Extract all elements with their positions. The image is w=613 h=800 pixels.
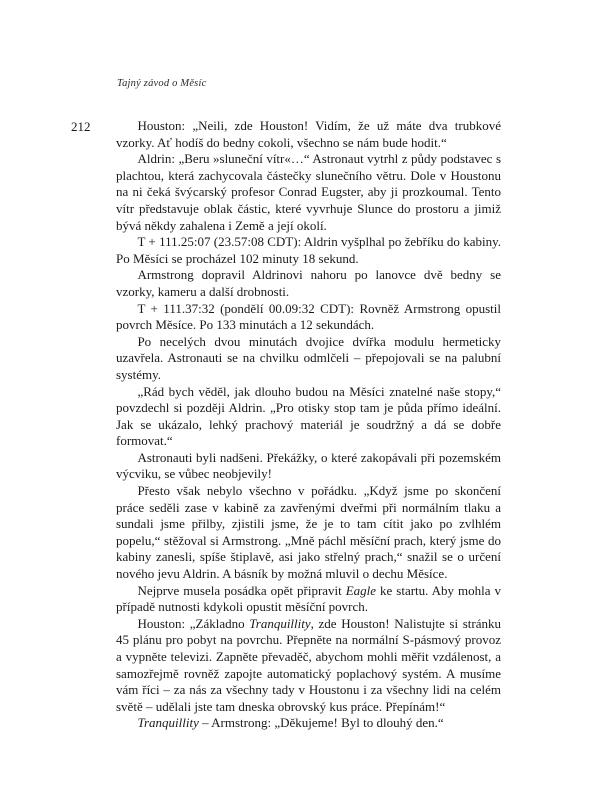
paragraph — [116, 583, 501, 616]
paragraph — [116, 334, 501, 384]
paragraph — [116, 483, 501, 583]
text-run: – Armstrong: „Děkujeme! Byl to dlouhý den.“ — [198, 715, 444, 731]
text-run: Po necelých dvou minutách dvojice dvířka modulu hermeticky uzavřela. Astronauti se na chvilku odmlčeli – přepojovali se na palubní systémy. — [116, 333, 501, 382]
text-run: T + 111.37:32 (pondělí 00.09:32 CDT): Rovněž Armstrong opustil povrch Měsíce. Po 133 minutách a 12 sekundách. — [116, 300, 501, 333]
text-run: Aldrin: „Beru »sluneční vítr«…“ Astronaut vytrhl z půdy podstavec s plachtou, která zachycovala částečky slunečního větru. Dole v Houstonu na ni čeká švýcarský profesor Conrad Eugster, aby ji prozkoumal. Tento vítr představuje oblak částic, které vyvrhuje Slunce do prostoru a jimiž bývá někdy zahalena i Země a její okolí. — [116, 151, 501, 233]
paragraph — [116, 151, 501, 234]
text-run: Nejprve musela posádka opět připravit — [137, 582, 346, 598]
text-run: T + 111.25:07 (23.57:08 CDT): Aldrin vyšplhal po žebříku do kabiny. Po Měsíci se procházel 102 minuty 18 sekund. — [116, 234, 501, 266]
italic-term: Tranquillity — [137, 715, 199, 731]
text-run: , zde Houston! Nalistujte si stránku 45 plánu pro pobyt na povrchu. Přepněte na normální S-pásmový provoz a vypněte televizi. Zapněte převaděč, abychom mohli měřit vzdálenost, a samozřejmě rovněž zapojte automatický poplachový systém. A musíme vám říci – za nás za všechny tady v Houstonu i za všechny lidi na celém světě – udělali jste tam dneska obrovský kus práce. Přepínám!“ — [116, 615, 501, 714]
text-run: Armstrong dopravil Aldrinovi nahoru po lanovce dvě bedny se vzorky, kameru a další drobnosti. — [116, 267, 501, 299]
page-number: 212 — [71, 119, 91, 134]
text-block — [116, 118, 501, 732]
text-run: Přesto však nebylo všechno v pořádku. „Když jsme po skončení práce seděli zase v kabině za zavřenými dveřmi při normálním tlaku a sundali jsme přilby, zjistili jsme, že je to tam cítit jako po zvlhlém popelu,“ stěžoval si Armstrong. „Mně páchl měsíční prach, který jsme do kabiny zanesli, spíše štiplavě, asi jako střelný prach,“ snažil se o určení nového jevu Aldrin. A básník by možná mluvil o dechu Měsíce. — [116, 483, 501, 582]
paragraph — [116, 384, 501, 450]
paragraph — [116, 715, 501, 732]
paragraph — [116, 450, 501, 483]
text-run: Houston: „Neili, zde Houston! Vidím, že už máte dva trubkové vzorky. Ať hodíš do bedny cokoli, všechno se nám bude hodit.“ — [116, 118, 501, 150]
italic-term: Eagle — [345, 582, 377, 598]
text-run: „Rád bych věděl, jak dlouho budou na Měsíci znatelné naše stopy,“ povzdechl si později Aldrin. „Pro otisky stop tam je půda přímo ideální. Jak se ukázalo, lehký prachový materiál je soudržný a dá se dobře formovat.“ — [116, 383, 501, 449]
paragraph — [116, 616, 501, 716]
italic-term: Tranquillity — [249, 615, 311, 631]
text-run: ke startu. Aby mohla v případě nutnosti kdykoli opustit měsíční povrch. — [116, 582, 501, 615]
paragraph — [116, 267, 501, 300]
text-run: Houston: „Základno — [137, 615, 250, 631]
paragraph — [116, 301, 501, 334]
paragraph — [116, 234, 501, 267]
text-run: Astronauti byli nadšeni. Překážky, o které zakopávali při pozemském výcviku, se vůbec neobjevily! — [116, 449, 501, 482]
paragraph — [116, 118, 501, 151]
running-header: Tajný závod o Měsíc — [117, 78, 207, 89]
